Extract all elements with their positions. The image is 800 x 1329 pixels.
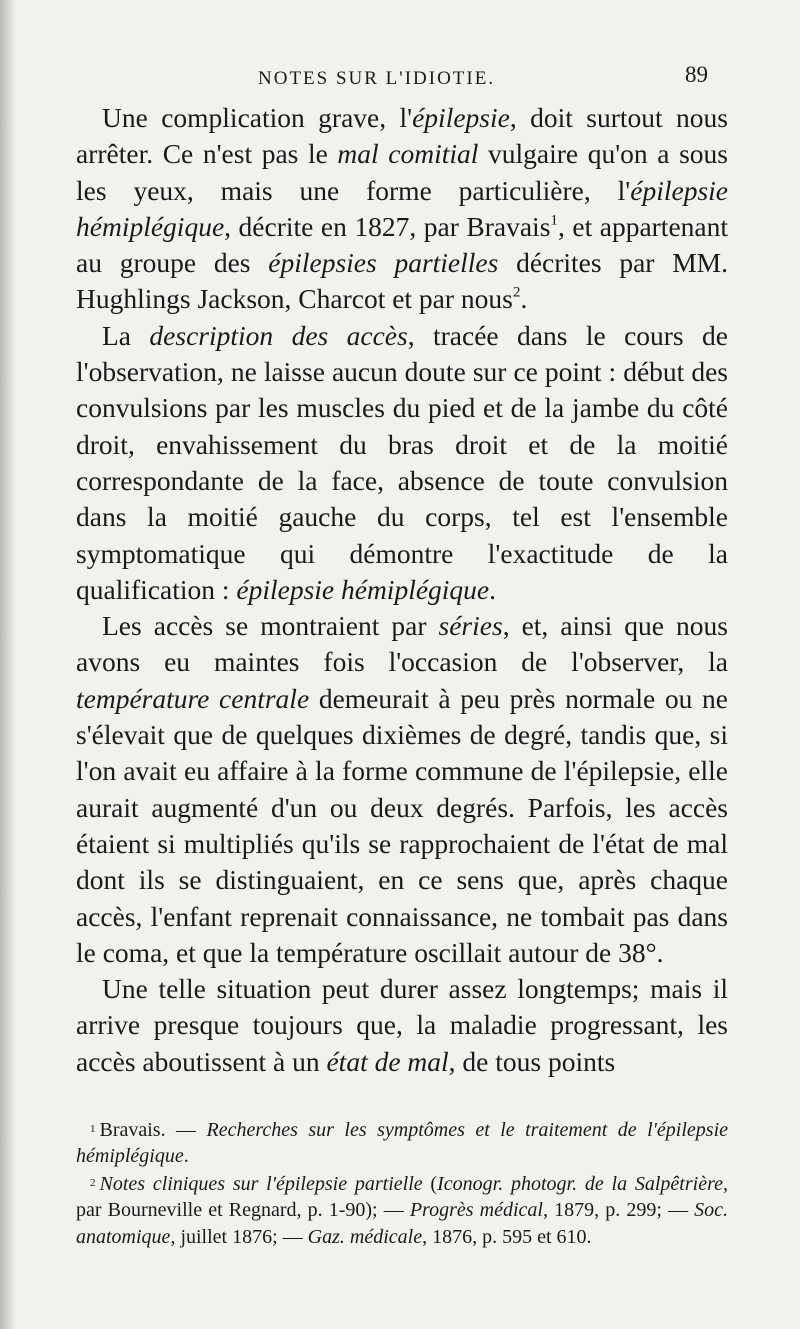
italic-text: mal comitial — [337, 138, 479, 170]
footnote — [76, 1116, 728, 1170]
running-head — [0, 62, 800, 94]
italic-text: Iconogr. photogr. de la Salpêtrière — [437, 1172, 723, 1195]
footnote — [76, 1170, 728, 1250]
text-run: ( — [422, 1172, 438, 1195]
italic-text: état de mal — [326, 1045, 449, 1077]
italic-text: Progrès médical — [409, 1199, 543, 1222]
text-run: La — [102, 319, 150, 351]
italic-text: séries — [438, 610, 503, 642]
text-run: , juillet 1876; — — [170, 1225, 308, 1248]
text-run: , de tous points — [448, 1045, 616, 1077]
italic-text: description des accès — [149, 319, 408, 351]
text-run: , par Bourneville et Regnard, p. 1-90); — — [76, 1172, 728, 1222]
text-run: décrites par MM. Hughlings Jackson, Charcot et par nous — [76, 247, 728, 315]
paragraph — [76, 318, 728, 608]
italic-text: Notes cliniques sur l'épilepsie partielle — [99, 1172, 423, 1195]
text-run: Une complication grave, l' — [102, 102, 413, 133]
paragraph — [76, 100, 728, 318]
text-run: demeurait à peu près normale ou ne s'élevait que de quelques dixièmes de degré, tandis que, si l'on avait eu affaire à la forme commune de l'épilepsie, elle aurait augmenté d'un ou deux degrés. Parfois, les accès étaient si multipliés qu'ils se rapprochaient de l'état de mal dont ils se distinguaient, en ce sens que, après chaque accès, l'enfant reprenait connaissance, ne tombait pas dans le coma, et que la température oscillait autour de 38°. — [76, 682, 728, 968]
text-run: . — [520, 283, 528, 315]
italic-text: Recherches sur les symptômes et le traitement de l'épilepsie hémiplégique — [76, 1118, 729, 1168]
italic-text: température centrale — [76, 682, 310, 714]
italic-text: épilepsie hémiplégique — [236, 573, 490, 605]
text-run: , et appartenant au groupe des — [76, 210, 728, 279]
italic-text: épilepsie hémiplégique — [76, 174, 728, 242]
text-run: vulgaire qu'on a sous les yeux, mais une forme particulière, l' — [76, 138, 728, 206]
paragraph — [76, 971, 728, 1080]
text-run: , 1876, p. 595 et 610. — [422, 1225, 592, 1248]
text-run: Une telle situation peut durer assez longtemps; mais il arrive presque toujours que, la maladie progressant, les accès aboutissent à un — [76, 973, 728, 1077]
italic-text: Gaz. médicale — [307, 1225, 423, 1248]
running-title: NOTES SUR L'IDIOTIE. — [258, 68, 496, 89]
footnote-reference: 1 — [550, 212, 558, 229]
paragraph — [76, 608, 728, 971]
footnote-reference: 2 — [512, 285, 521, 302]
text-run: Bravais. — — [99, 1118, 207, 1141]
text-run: , décrite en 1827, par Bravais — [224, 210, 551, 242]
body-text — [76, 100, 728, 1080]
footnotes — [76, 1116, 728, 1250]
italic-text: épilepsie — [412, 102, 510, 133]
text-run: Les accès se montraient par — [102, 610, 439, 642]
text-run: , 1879, p. 299; — — [542, 1199, 695, 1222]
text-run: , doit surtout nous arrêter. Ce n'est pas le — [76, 102, 728, 170]
text-run: , et, ainsi que nous avons eu maintes fois l'occasion de l'observer, la — [76, 610, 728, 678]
text-run: , tracée dans le cours de l'observation, ne laisse aucun doute sur ce point : début des convulsions par les muscles du pied et de la jambe du côté droit, envahissement du bras droit et de la moitié correspondante de la face, absence de toute convulsion dans la moitié gauche du corps, tel est l'ensemble symptomatique qui démontre l'exactitude de la qualification : — [76, 319, 728, 605]
page-gutter-shadow — [0, 0, 16, 1329]
text-run: . — [183, 1145, 189, 1168]
footnote-marker: 1 — [90, 1123, 96, 1135]
italic-text: épilepsies partielles — [268, 247, 499, 279]
italic-text: Soc. anatomique — [76, 1199, 729, 1248]
text-run: . — [489, 573, 497, 605]
page-number: 89 — [685, 62, 708, 87]
footnote-marker: 2 — [90, 1176, 96, 1189]
